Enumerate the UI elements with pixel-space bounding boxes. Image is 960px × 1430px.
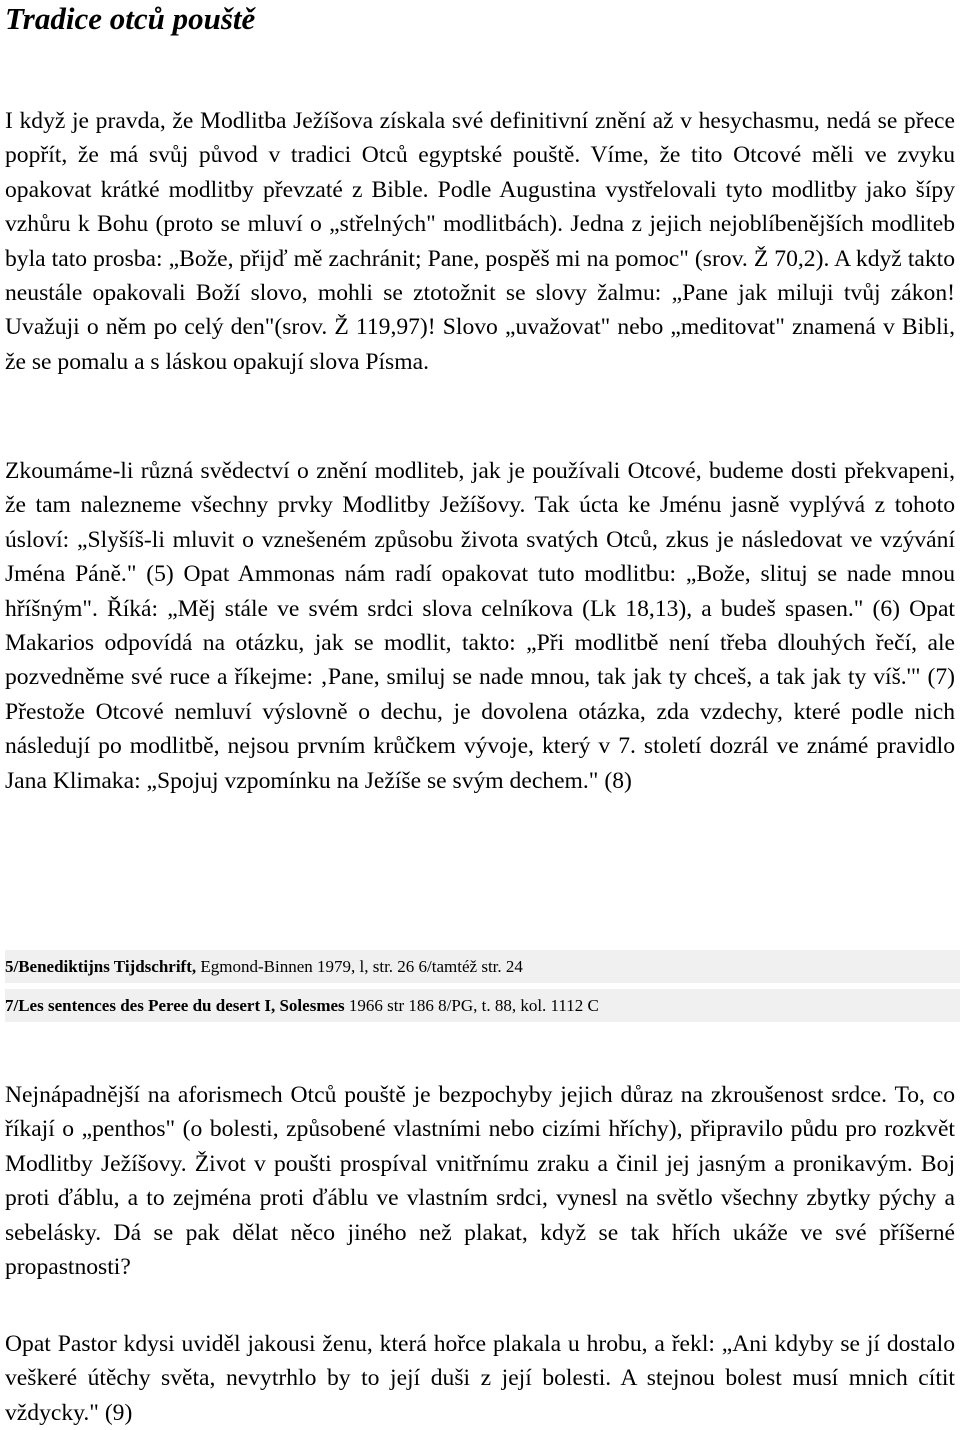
- footnote-1: [5, 950, 960, 983]
- paragraph-4: Opat Pastor kdysi uviděl jakousi ženu, která hořce plakala u hrobu, a řekl: „Ani kdyby se jí dostalo veškeré útěchy světa, nevytrhlo by to její duši z její bolesti. A stejnou bolest musí mnich cítit vždycky." (9): [5, 1331, 955, 1426]
- paragraph-3: Nejnápadnější na aforismech Otců pouště je bezpochyby jejich důraz na zkroušenost srdce. To, co říkají o „penthos" (o bolesti, způsobené vlastními nebo cizími hříchy), připravilo půdu pro rozkvět Modlitby Ježíšovy. Život v poušti prospíval vnitřnímu zraku a činil jej jasným a pronikavým. Boj proti ďáblu, a to zejména proti ďáblu ve vlastním srdci, vynesl na světlo všechny zbytky pýchy a sebelásky. Dá se pak dělat něco jiného než plakat, když se tak hřích ukáže ve své příšerné propastnosti?: [5, 1082, 955, 1281]
- footnote-2: [5, 989, 960, 1022]
- footnote-1-source: 5/Benediktijns Tijdschrift,: [5, 957, 197, 976]
- paragraph-2: Zkoumáme-li různá svědectví o znění modliteb, jak je používali Otcové, budeme dosti překvapeni, že tam nalezneme všechny prvky Modlitby Ježíšovy. Tak úcta ke Jménu jasně vyplývá z tohoto úsloví: „Slyšíš-li mluvit o vznešeném způsobu života svatých Otců, zkus je následovat ve vzývání Jména Páně." (5) Opat Ammonas nám radí opakovat tuto modlitbu: „Bože, slituj se nade mnou hříšným". Říká: „Měj stále ve svém srdci slova celníkova (Lk 18,13), a budeš spasen." (6) Opat Makarios odpovídá na otázku, jak se modlit, takto: „Při modlitbě není třeba dlouhých řečí, ale pozvedněme své ruce a říkejme: ‚Pane, smiluj se nade mnou, tak jak ty chceš, a tak jak ty víš.'" (7) Přestože Otcové nemluví výslovně o dechu, je dovolena otázka, zda vzdechy, které podle nich následují po modlitbě, nejsou prvním krůčkem vývoje, který v 7. století dozrál ve známé pravidlo Jana Klimaka: „Spojuj vzpomínku na Ježíše se svým dechem." (8): [5, 458, 955, 794]
- footnote-2-source: 7/Les sentences des Peree du desert I, Solesmes: [5, 996, 345, 1015]
- page-title: Tradice otců pouště: [5, 1, 256, 36]
- paragraph-1: I když je pravda, že Modlitba Ježíšova získala své definitivní znění až v hesychasmu, nedá se přece popřít, že má svůj původ v tradici Otců egyptské pouště. Víme, že tito Otcové měli ve zvyku opakovat krátké modlitby převzaté z Bible. Podle Augustina vystřelovali tyto modlitby jako šípy vzhůru k Bohu (proto se mluví o „střelných" modlitbách). Jedna z jejich nejoblíbenějších modliteb byla tato prosba: „Bože, přijď mě zachránit; Pane, pospěš mi na pomoc" (srov. Ž 70,2). A když takto neustále opakovali Boží slovo, mohli se ztotožnit se slovy žalmu: „Pane jak miluji tvůj zákon! Uvažuji o něm po celý den"(srov. Ž 119,97)! Slovo „uvažovat" nebo „meditovat" znamená v Bibli, že se pomalu a s láskou opakují slova Písma.: [5, 108, 955, 375]
- footnote-1-details: Egmond-Binnen 1979, l, str. 26 6/tamtéž str. 24: [196, 957, 523, 976]
- footnote-2-details: 1966 str 186 8/PG, t. 88, kol. 1112 C: [344, 996, 599, 1015]
